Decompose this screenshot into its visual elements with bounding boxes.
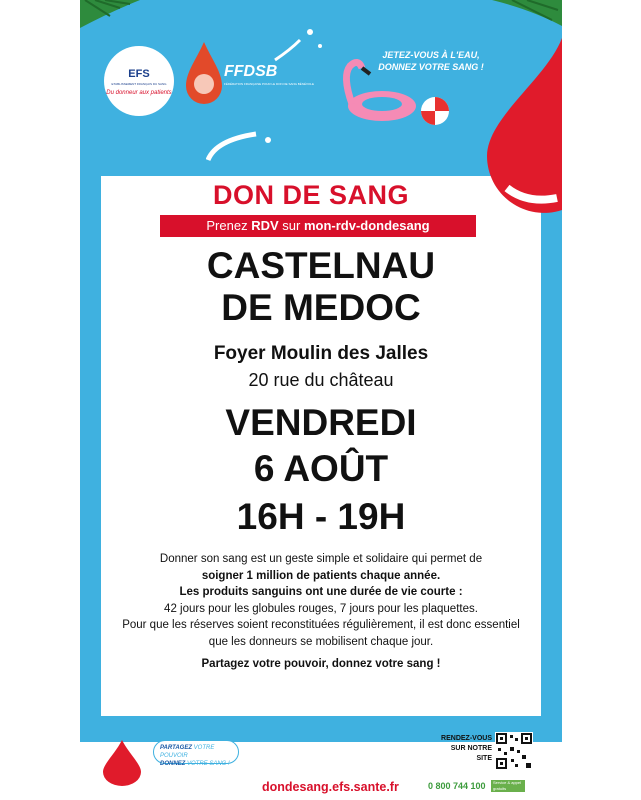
bubble-bold2: DONNEZ — [160, 761, 186, 767]
slogan-line2: DONNEZ VOTRE SANG ! — [378, 62, 484, 72]
info-line: Partagez votre pouvoir, donnez votre sang ! — [201, 658, 441, 670]
efs-logo — [104, 46, 174, 116]
rdv-site-line: SUR NOTRE — [450, 745, 492, 752]
info-line: 42 jours pour les globules rouges, 7 jours pour les plaquettes. — [164, 602, 478, 615]
info-line: Donner son sang est un geste simple et solidaire qui permet de — [159, 553, 483, 565]
info-line: Pour que les réserves soient reconstituées régulièrement, il est donc essentiel — [122, 619, 520, 631]
palm-leaf-left-icon — [80, 0, 140, 30]
rdv-site-line: SITE — [476, 755, 492, 762]
rdv-mid: sur — [278, 218, 304, 233]
info-line: Les produits sanguins ont une durée de vie courte : — [179, 586, 463, 598]
ffdsb-name: FFDSB — [224, 63, 278, 80]
slogan-line1: JETEZ-VOUS À L'EAU, — [382, 50, 480, 60]
event-date — [80, 400, 562, 492]
ffdsb-sub: FÉDÉRATION FRANÇAISE POUR LE DON DE SANG BÉNÉVOLE — [224, 82, 314, 86]
event-day: VENDREDI — [225, 402, 417, 443]
efs-tagline: Du donneur aux patients — [106, 90, 172, 96]
efs-initials: EFS — [128, 68, 150, 80]
bubble-rest2: VOTRE SANG ! — [185, 761, 230, 767]
rdv-prefix: Prenez — [206, 218, 252, 233]
event-hours: 16H - 19H — [236, 496, 406, 537]
share-bubble — [153, 740, 239, 767]
rdv-banner — [160, 215, 476, 237]
rdv-bold: RDV — [251, 218, 279, 233]
rdv-site-line: RENDEZ-VOUS — [441, 735, 492, 742]
bubble-bold1: PARTAGEZ — [160, 745, 193, 751]
rdv-site: mon-rdv-dondesang — [303, 218, 430, 233]
poster — [80, 0, 562, 800]
info-text — [114, 551, 528, 673]
bubble-rest1: VOTRE POUVOIR — [160, 745, 215, 759]
event-place: Foyer Moulin des Jalles — [213, 343, 429, 364]
ffdsb-drop-icon — [186, 42, 222, 104]
phone-number[interactable]: 0 800 744 100 — [428, 781, 486, 791]
event-address: 20 rue du château — [248, 370, 394, 390]
info-line: que les donneurs se mobilisent chaque jour. — [208, 635, 434, 648]
blood-drop-icon — [99, 740, 145, 786]
rdv-site-label — [418, 734, 492, 764]
page-title: DON DE SANG — [212, 180, 410, 210]
water-splash-icon — [270, 20, 330, 70]
phone-badge: Service & appel gratuits — [491, 780, 525, 792]
event-city — [80, 245, 562, 329]
info-line: soigner 1 million de patients chaque année. — [201, 569, 441, 582]
beach-ball-icon — [420, 96, 450, 126]
qr-code-icon[interactable] — [495, 732, 533, 770]
event-day-date: 6 AOÛT — [253, 448, 389, 489]
palm-leaf-right-icon — [492, 0, 562, 30]
website-link[interactable]: dondesang.efs.sante.fr — [262, 780, 399, 794]
city-line2: DE MEDOC — [221, 287, 421, 328]
water-splash-icon — [206, 130, 276, 164]
efs-name: ETABLISSEMENT FRANÇAIS DU SANG — [111, 82, 167, 86]
city-line1: CASTELNAU — [206, 245, 436, 286]
